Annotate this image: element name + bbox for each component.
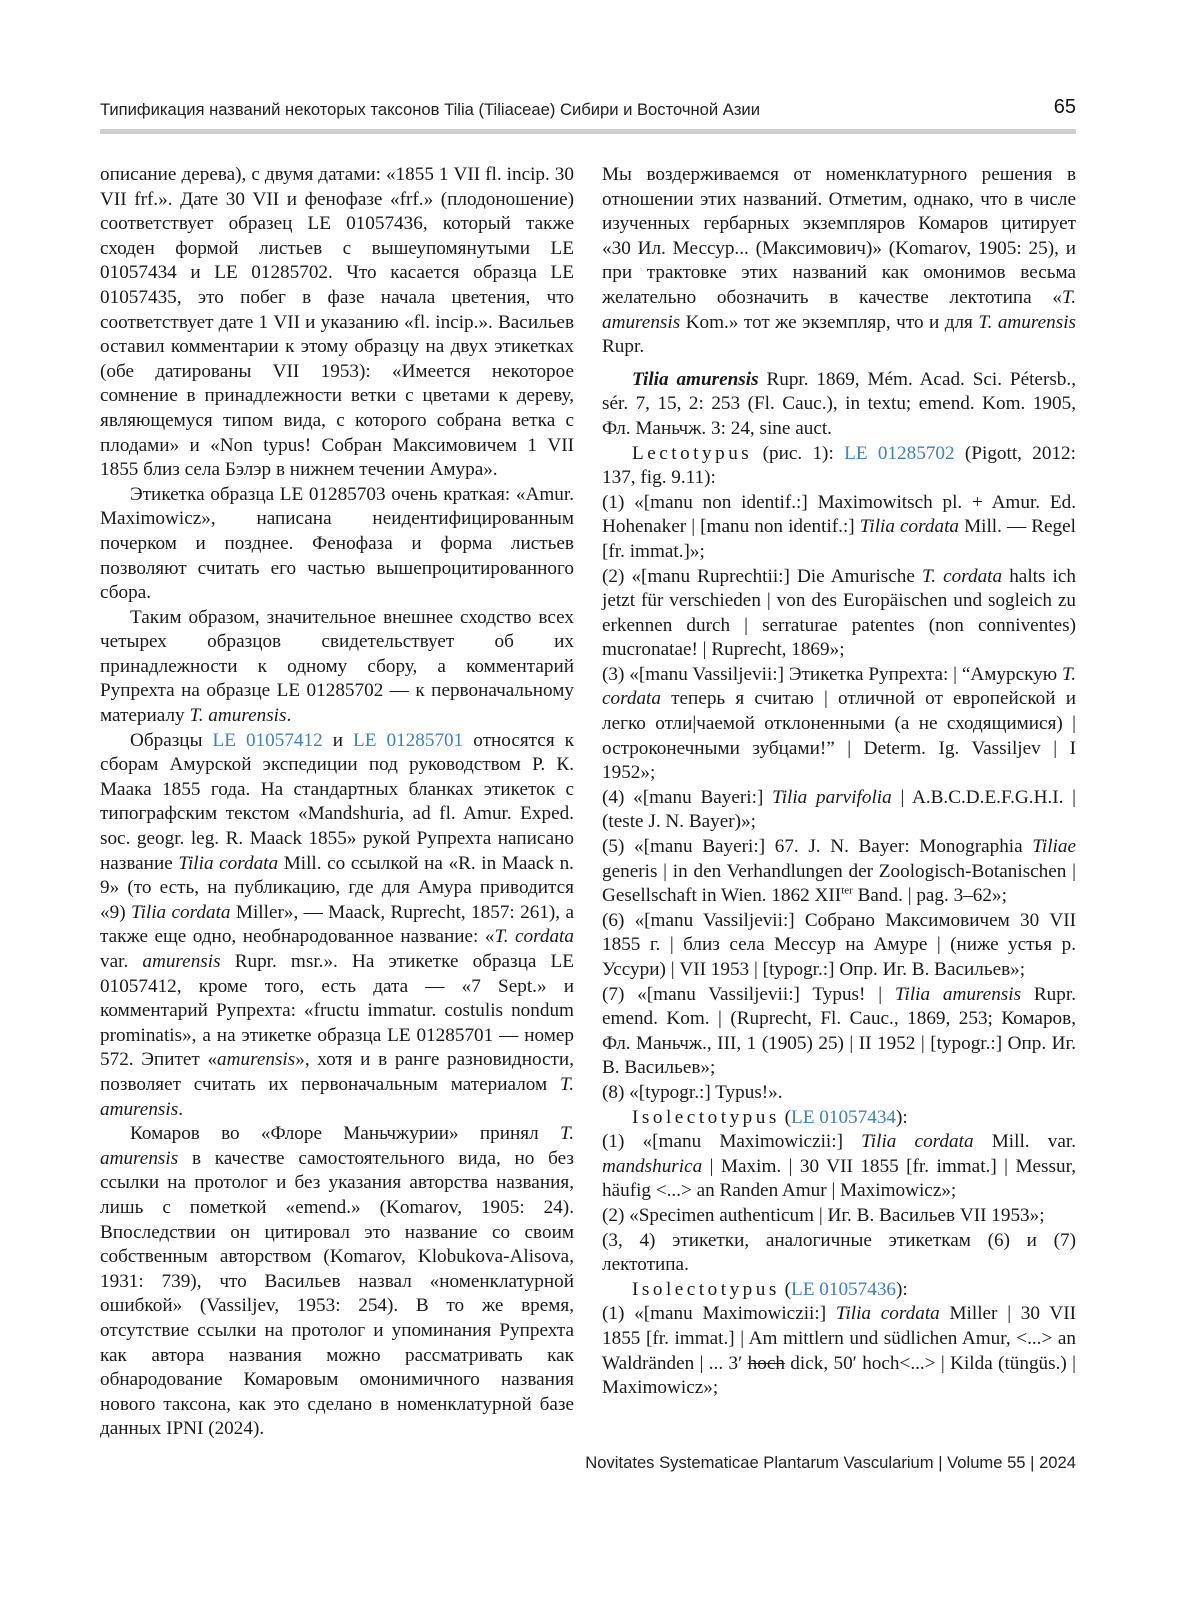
specimen-link[interactable]: LE 01057434 bbox=[791, 1106, 897, 1128]
text: (4) «[manu Bayeri:] bbox=[602, 786, 773, 808]
text: ): bbox=[896, 1278, 908, 1300]
type-label: Isolectotypus bbox=[632, 1106, 780, 1128]
specimen-link[interactable]: LE 01057436 bbox=[791, 1278, 897, 1300]
iso1-entry-1 bbox=[602, 1130, 1076, 1204]
text: ( bbox=[779, 1278, 792, 1300]
taxon-name: Tilia parvifolia bbox=[772, 786, 892, 808]
taxon-name: Tilia cordata bbox=[861, 1131, 974, 1153]
running-header bbox=[100, 96, 1076, 132]
text: Mill. со ссылкой на «R. in Maack n. 9» (то есть, на публикацию, где для Амура приводится «9) bbox=[100, 852, 574, 923]
text: Образцы bbox=[130, 729, 213, 751]
specimen-link[interactable]: LE 01057412 bbox=[212, 729, 323, 751]
label-entry-5 bbox=[602, 835, 1076, 909]
text: (1) «[manu Maximowiczii:] bbox=[602, 1131, 862, 1153]
text: Kom.» тот же экземпляр, что и для bbox=[680, 311, 979, 333]
taxon-name: Tilia cordata bbox=[835, 1303, 940, 1325]
isolectotypus-heading-2 bbox=[602, 1278, 1076, 1303]
text: . bbox=[178, 1098, 183, 1120]
text: Комаров во «Флоре Маньчжурии» принял bbox=[130, 1123, 560, 1145]
left-column bbox=[100, 163, 574, 1442]
text: Mill. — Regel [fr. immat.]»; bbox=[602, 516, 1076, 562]
taxon-name: Tiliae bbox=[1032, 836, 1076, 858]
taxon-name: T. cordata bbox=[922, 565, 1003, 587]
text: ): bbox=[896, 1106, 908, 1128]
specimen-link[interactable]: LE 01285701 bbox=[353, 729, 464, 751]
taxon-heading bbox=[602, 368, 1076, 442]
label-entry-1 bbox=[602, 491, 1076, 565]
text: halts ich jetzt für verschieden | von des Europäischen und sogleich zu erkennen durch | serraturae patentes (non conniventes) mucronatae! | Ruprecht, 1869»; bbox=[602, 565, 1076, 661]
taxon-name: Tilia cordata bbox=[130, 901, 231, 923]
text: Rupr. emend. Kom. | (Ruprecht, Fl. Cauc., 1869, 253; Комаров, Фл. Маньчж., III, 1 (1905) 25) | II 1952 | [typogr.:] Опр. Иг. В. Васильев»; bbox=[602, 983, 1076, 1079]
text: dick, 50′ hoch<...> | Kilda (tüngüs.) | Maximowicz»; bbox=[602, 1352, 1076, 1399]
paragraph-r1 bbox=[602, 163, 1076, 360]
taxon-name: T. amurensis bbox=[100, 1073, 574, 1120]
iso1-entry-2: (2) «Specimen authenticum | Иг. В. Васильев VII 1953»; bbox=[602, 1204, 1045, 1226]
text: (1) «[manu non identif.:] Maximowitsch pl. + Amur. Ed. Hohenaker | [manu non identif.:] bbox=[602, 491, 1076, 538]
taxon-name: Tilia cordata bbox=[859, 516, 959, 538]
text: относятся к сборам Амурской экспедиции под руководством Р. К. Маака 1855 года. На стандартных бланках этикеток с типографским текстом «Mandshuria, ad fl. Amur. Exped. soc. geogr. leg. R. Maack 1855» рукой Рупрехта написано название bbox=[100, 729, 574, 874]
label-entry-2 bbox=[602, 565, 1076, 663]
text: (7) «[manu Vassiljevii:] Typus! | bbox=[602, 983, 895, 1005]
text: ( bbox=[779, 1106, 792, 1128]
label-entry-6: (6) «[manu Vassiljevii:] Собрано Максимовичем 30 VII 1855 г. | близ села Мессур на Амуре | (ниже устья р. Уссури) | VII 1953 | [typogr.:] Опр. Иг. В. Васильев»; bbox=[602, 909, 1076, 980]
text: (Pigott, 2012: 137, fig. 9.11): bbox=[602, 442, 1076, 489]
text: Band. | pag. 3–62»; bbox=[852, 885, 1007, 907]
text: Мы воздерживаемся от номенклатурного решения в отношении этих названий. Отметим, однако, что в числе изученных гербарных экземпляров Комаров цитирует «30 Ил. Мессур... (Максимович)» (Komarov, 1905: 25), и при трактовке этих названий как омонимов весьма желательно обозначить в качестве лектотипа « bbox=[602, 164, 1076, 308]
text: », хотя и в ранге разновидности, позволяет считать их первоначальным материалом bbox=[100, 1049, 575, 1095]
text: | Maxim. | 30 VII 1855 [fr. immat.] | Messur, häufig <...> an Randen Amur | Maximowicz»; bbox=[602, 1155, 1076, 1202]
taxon-name: T. cordata bbox=[494, 926, 574, 948]
page-number: 65 bbox=[1053, 96, 1076, 118]
paragraph-1: описание дерева), с двумя датами: «1855 1 VII fl. incip. 30 VII frf.». Дате 30 VII и фенофазе «frf.» (плодоношение) соответствует образец LE 01057436, который также сходен формой листьев с вышеупомянутыми LE 01057434 и LE 01285702. Что касается образца LE 01057435, это побег в фазе начала цветения, что соответствует дате 1 VII и указанию «fl. incip.». Васильев оставил комментарии к этому образцу на двух этикетках (обе датированы VII 1953): «Имеется некоторое сомнение в принадлежности ветки с цветами к дереву, являющемуся типом вида, с которого собрана ветка с плодами» и «Non typus! Собран Максимовичем 1 VII 1855 близ села Бэлэр в нижнем течении Амура». bbox=[100, 164, 574, 481]
specimen-link[interactable]: LE 01285702 bbox=[844, 442, 955, 464]
text: Таким образом, значительное внешнее сходство всех четырех образцов свидетельствует об их принадлежности к одному сбору, а комментарий Рупрехта на образце LE 01285702 — к первоначальному материалу bbox=[100, 606, 574, 727]
text: Rupr. bbox=[602, 336, 645, 358]
taxon-name: T. amurensis bbox=[602, 286, 1076, 333]
text: generis | in den Verhandlungen der Zoologisch-Botanischen | Gesellschaft in Wien. 1862 XII bbox=[602, 860, 1076, 907]
label-entry-7 bbox=[602, 983, 1076, 1081]
paragraph-3 bbox=[100, 606, 574, 729]
taxon-name: Tilia amurensis bbox=[894, 983, 1022, 1005]
text: в качестве самостоятельного вида, но без ссылки на протолог и без указания авторства названия, лишь с пометкой «emend.» (Komarov, 1905: 24). Впоследствии он цитировал это название со своим собственным авторством (Komarov, Klobukova-Alisova, 1931: 739), что Васильев назвал «номенклатурной ошибкой» (Vassiljev, 1953: 254). В то же время, отсутствие ссылки на протолог и упоминания Рупрехта как автора названия можно рассматривать как обнародование Комаровым омонимичного названия нового таксона, как это сделано в номенклатурной базе данных IPNI (2024). bbox=[100, 1147, 574, 1440]
isolectotypus-heading-1 bbox=[602, 1106, 1076, 1131]
iso1-entry-3: (3, 4) этикетки, аналогичные этикеткам (6) и (7) лектотипа. bbox=[602, 1229, 1076, 1276]
iso2-entry-1 bbox=[602, 1302, 1076, 1400]
text: (рис. 1): bbox=[752, 442, 845, 464]
taxon-name: Tilia cordata bbox=[178, 852, 279, 874]
text: Mill. var. bbox=[973, 1131, 1077, 1153]
label-entry-4 bbox=[602, 786, 1076, 835]
taxon-name: T. amurensis bbox=[978, 311, 1076, 333]
label-entry-8: (8) «[typogr.:] Typus!». bbox=[602, 1081, 783, 1103]
paragraph-4 bbox=[100, 729, 574, 1123]
text: теперь я считаю | отличной от европейской и легко отли|чаемой отклоненными (а не сходящимися) | остроконечными зубцами!” | Determ. Ig. Vassiljev | I 1952»; bbox=[602, 688, 1076, 784]
taxon-name: T. cordata bbox=[602, 663, 1076, 710]
text: (3) «[manu Vassiljevii:] Этикетка Рупрехта: | “Амурскую bbox=[602, 663, 1062, 685]
right-column bbox=[602, 163, 1076, 1401]
superscript: ter bbox=[841, 884, 853, 897]
paragraph-5 bbox=[100, 1122, 574, 1442]
taxon-name: amurensis bbox=[142, 951, 221, 972]
lectotypus-heading bbox=[602, 442, 1076, 491]
taxon-name: mandshurica bbox=[602, 1155, 703, 1177]
running-title: Типификация названий некоторых таксонов Tilia (Tiliaceae) Сибири и Восточной Азии bbox=[100, 100, 760, 119]
text: Rupr. msr.». На этикетке образца LE 01057412, кроме того, есть дата — «7 Sept.» и комментарий Рупрехта: «fructu immatur. costulis nondum prominatis», а на этикетке образца LE 01285701 — номер 572. Эпитет « bbox=[100, 951, 574, 1071]
text: Rupr. 1869, Mém. Acad. Sci. Pétersb., sér. 7, 15, 2: 253 (Fl. Cauc.), in textu; emend. Kom. 1905, Фл. Маньчж. 3: 24, sine auct. bbox=[602, 368, 1076, 439]
text: Miller», — Maack, Ruprecht, 1857: 261), а также еще одно, необнародованное название: « bbox=[100, 901, 574, 948]
text: (5) «[manu Bayeri:] 67. J. N. Bayer: Monographia bbox=[602, 836, 1033, 858]
taxon-name: amurensis bbox=[217, 1049, 296, 1071]
text: | A.B.C.D.E.F.G.H.I. | (teste J. N. Bayer)»; bbox=[602, 786, 1076, 833]
journal-footer: Novitates Systematicae Plantarum Vascularium | Volume 55 | 2024 bbox=[585, 1453, 1076, 1472]
type-label: Lectotypus bbox=[632, 442, 753, 464]
text: Miller | 30 VII 1855 [fr. immat.] | Am mittlern und südlichen Amur, <...> an Waldränden | ... 3′ bbox=[602, 1303, 1076, 1374]
text: (2) «[manu Ruprechtii:] Die Amurische bbox=[602, 565, 922, 587]
header-rule bbox=[100, 129, 1076, 134]
taxon-name: T. amurensis bbox=[189, 705, 287, 727]
text: var. bbox=[100, 951, 143, 972]
text: и bbox=[322, 729, 354, 751]
label-entry-3 bbox=[602, 663, 1076, 786]
struck-text: hoch bbox=[747, 1352, 785, 1374]
taxon-name-bold: Tilia amurensis bbox=[632, 368, 759, 390]
text: . bbox=[286, 705, 292, 727]
paragraph-2: Этикетка образца LE 01285703 очень краткая: «Amur. Maximowicz», написана неидентифицированным почерком и позднее. Фенофаза и форма листьев позволяют считать его частью вышепроцитированного сбора. bbox=[100, 483, 574, 604]
taxon-name: T. amurensis bbox=[100, 1123, 574, 1169]
text: (1) «[manu Maximowiczii:] bbox=[602, 1303, 836, 1325]
type-label: Isolectotypus bbox=[632, 1278, 780, 1300]
